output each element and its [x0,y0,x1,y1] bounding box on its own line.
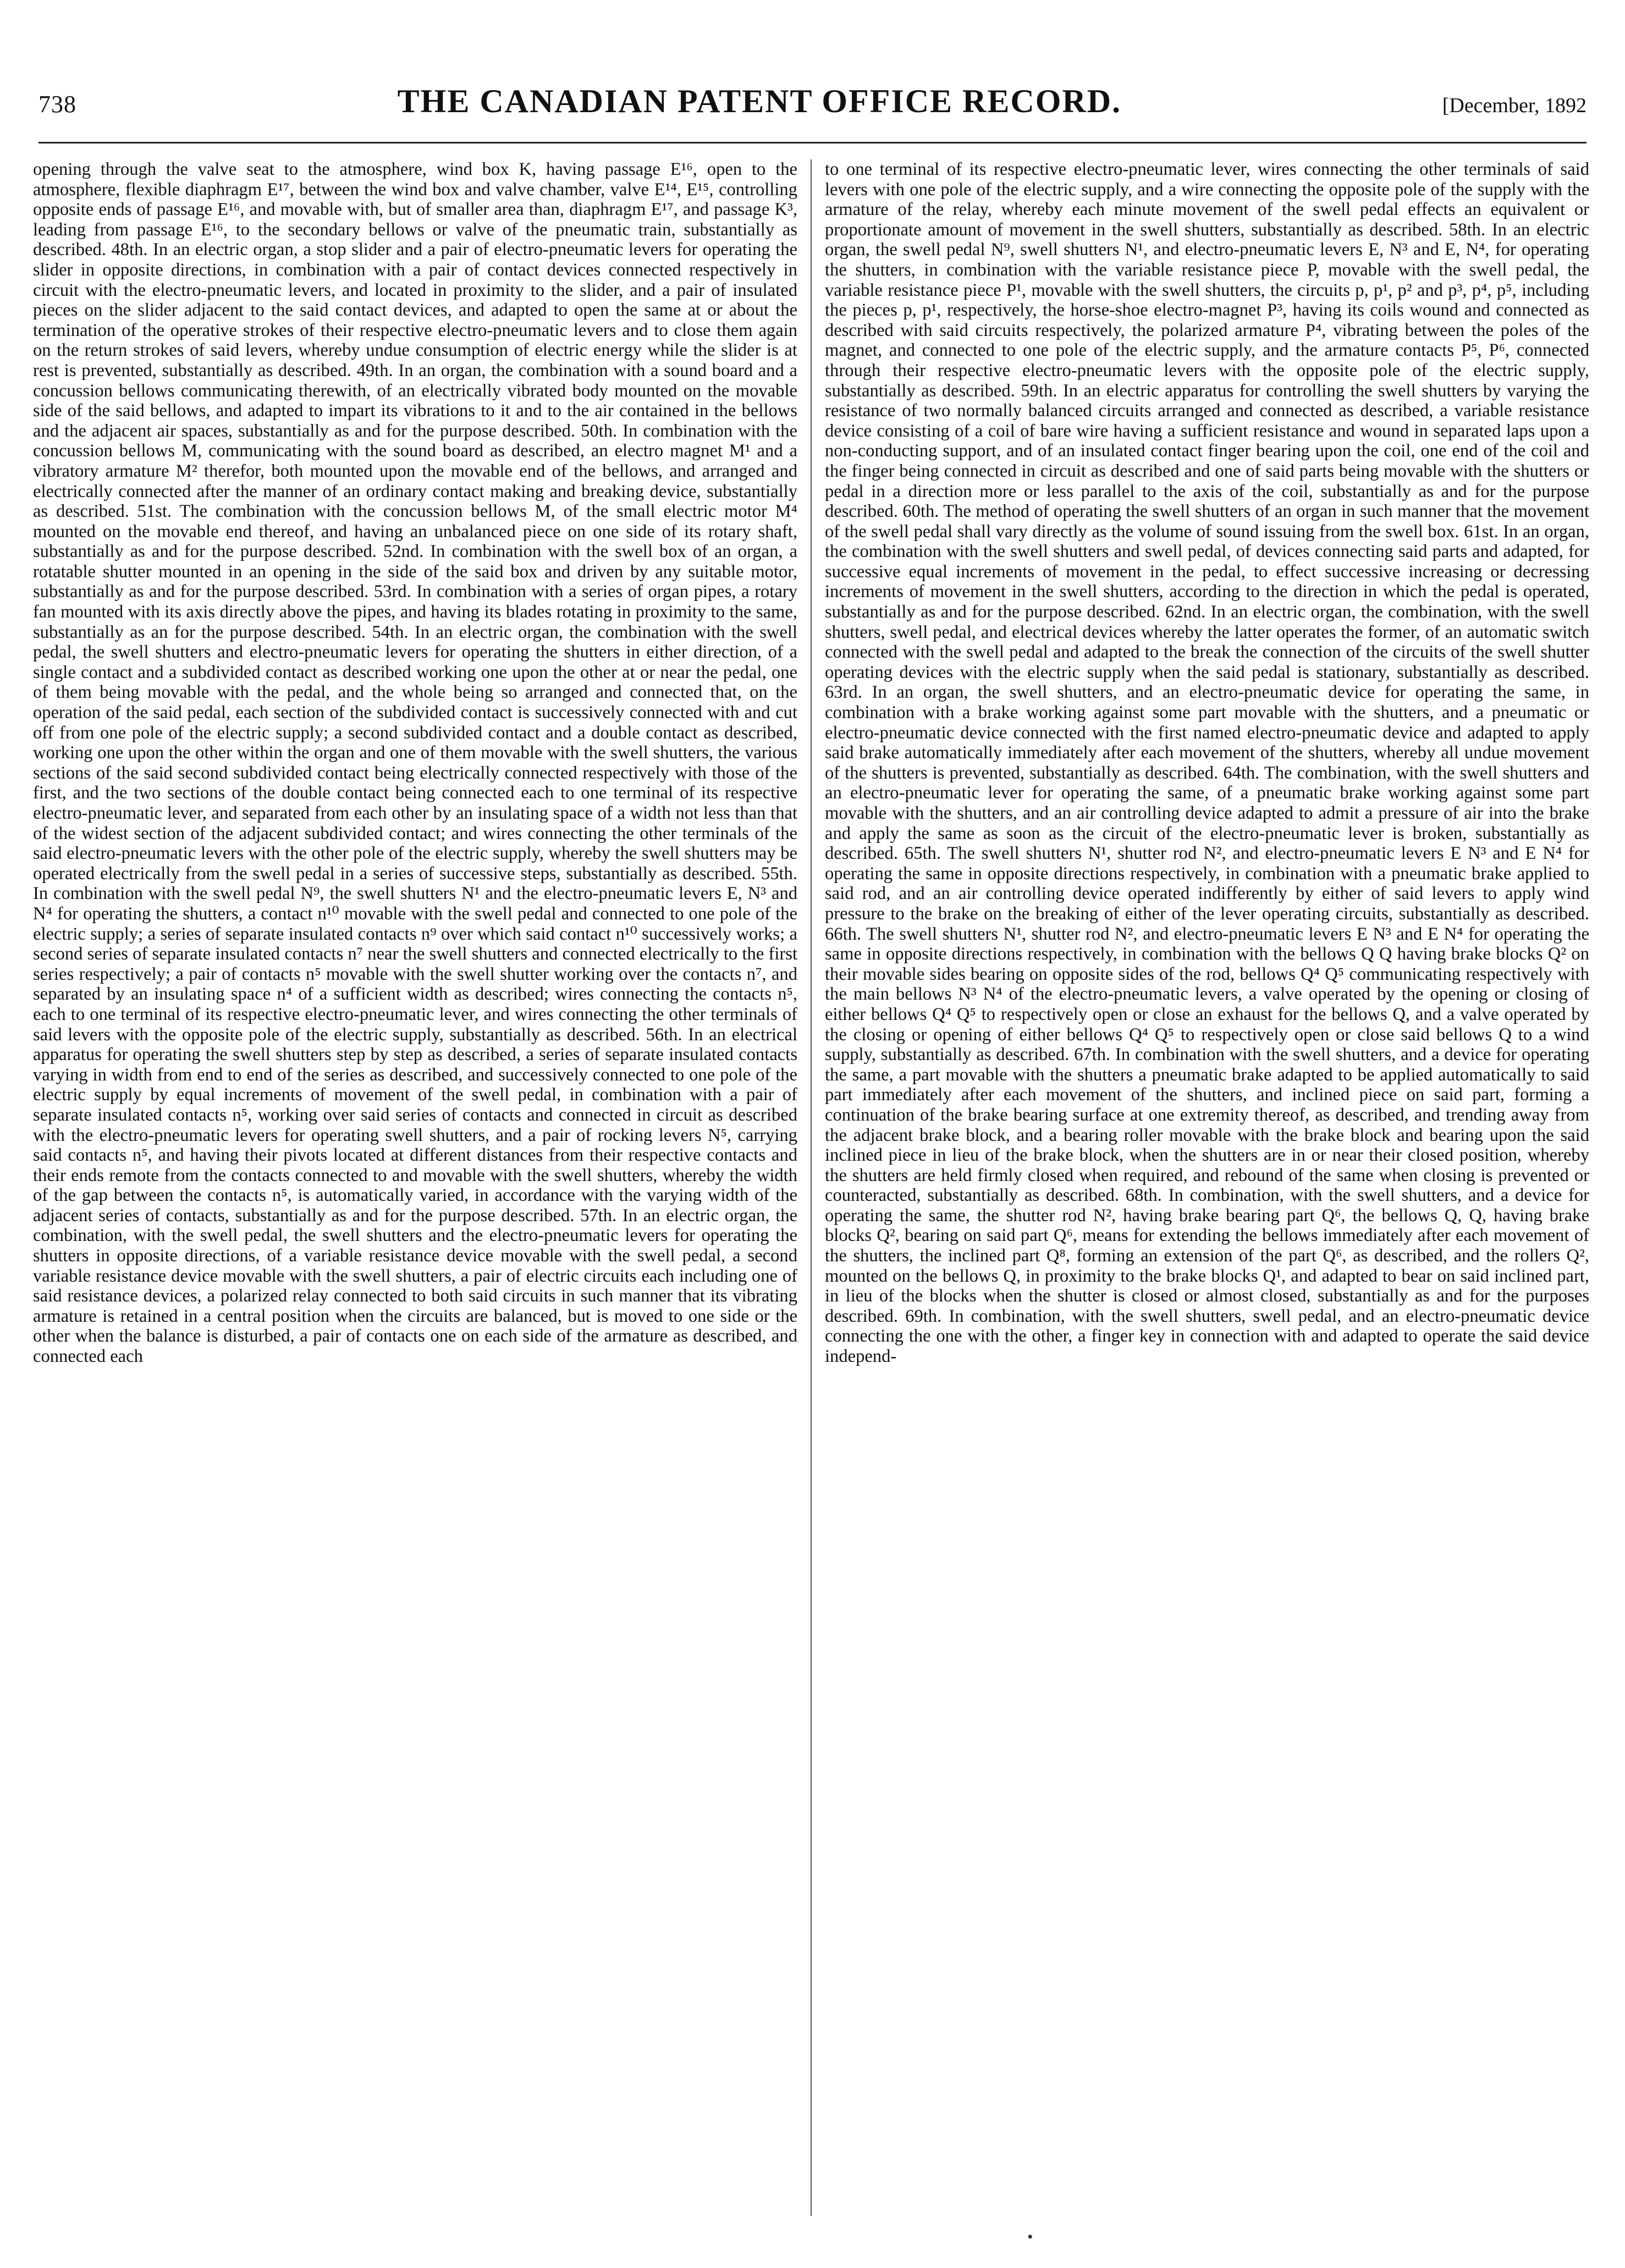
left-column-text: opening through the valve seat to the atmosphere, wind box K, having passage E¹⁶, open to the atmosphere, flexible diaphragm E¹⁷, between the wind box and valve chamber, valve E¹⁴, E¹⁵, controlling opposite ends of passage E¹⁶, and movable with, but of smaller area than, diaphragm E¹⁷, and passage K³, leading from passage E¹⁶, to the secondary bellows or valve of the pneumatic train, substantially as described. 48th. In an electric organ, a stop slider and a pair of electro-pneumatic levers for operating the slider in opposite directions, in combination with a pair of contact devices connected respectively in circuit with the electro-pneumatic levers, and located in proximity to the slider, and a pair of insulated pieces on the slider adjacent to the said contact devices, and adapted to open the same at or about the termination of the operative strokes of their respective electro-pneumatic levers and to close them again on the return strokes of said levers, whereby undue consumption of electric energy while the slider is at rest is prevented, substantially as described. 49th. In an organ, the combination with a sound board and a concussion bellows communicating therewith, of an electrically vibrated body mounted on the movable side of the said bellows, and adapted to impart its vibrations to it and to the air contained in the bellows and the adjacent air spaces, substantially as and for the purpose described. 50th. In combination with the concussion bellows M, communicating with the sound board as described, an electro magnet M¹ and a vibratory armature M² therefor, both mounted upon the movable end of the bellows, and arranged and electrically connected after the manner of an ordinary contact making and breaking device, substantially as described. 51st. The combination with the concussion bellows M, of the small electric motor M⁴ mounted on the movable end thereof, and having an unbalanced piece on one side of its rotary shaft, substantially as and for the purpose described. 52nd. In combination with the swell box of an organ, a rotatable shutter mounted in an opening in the side of the said box and driven by any suitable motor, substantially as and for the purpose described. 53rd. In combination with a series of organ pipes, a rotary fan mounted with its axis directly above the pipes, and having its blades rotating in proximity to the same, substantially as an for the purpose described. 54th. In an electric organ, the combination with the swell pedal, the swell shutters and electro-pneumatic levers for operating the shutters in either direction, of a single contact and a subdivided contact as described working one upon the other at or near the pedal, one of them being movable with the pedal, and the whole being so arranged and connected that, on the operation of the said pedal, each section of the subdivided contact is successively connected with and cut off from one pole of the electric supply; a second subdivided contact and a double contact as described, working one upon the other within the organ and one of them movable with the swell shutters, the various sections of the said second subdivided contact being electrically connected respectively with those of the first, and the two sections of the double contact being connected each to one terminal of its respective electro-pneumatic lever, and separated from each other by an insulating space of a width not less than that of the widest section of the adjacent subdivided contact; and wires connecting the other terminals of the said electro-pneumatic levers with the other pole of the electric supply, whereby the swell shutters may be operated electrically from the swell pedal in a series of successive steps, substantially as described. 55th. In combination with the swell pedal N⁹, the swell shutters N¹ and the electro-pneumatic levers E, N³ and N⁴ for operating the shutters, a contact n¹⁰ movable with the swell pedal and connected to one pole of the electric supply; a series of separate insulated contacts n⁹ over which said contact n¹⁰ successively works; a second series of separate insulated contacts n⁷ near the swell shutters and connected electrically to the first series respectively; a pair of contacts n⁵ movable with the swell shutter working over the contacts n⁷, and separated by an insulating space n⁴ of a sufficient width as described; wires connecting the contacts n⁵, each to one terminal of its respective electro-pneumatic lever, and wires connecting the other terminals of said levers with the opposite pole of the electric supply, substantially as described. 56th. In an electrical apparatus for operating the swell shutters step by step as described, a series of separate insulated contacts varying in width from end to end of the series as described, and successively connected to one pole of the electric supply by equal increments of movement of the swell pedal, in combination with a pair of separate insulated contacts n⁵, working over said series of contacts and connected in circuit as described with the electro-pneumatic levers for operating swell shutters, and a pair of rocking levers N⁵, carrying said contacts n⁵, and having their pivots located at different distances from their respective contacts and their ends remote from the contacts connected to and movable with the swell shutters, whereby the width of the gap between the contacts n⁵, is automatically varied, in accordance with the varying width of the adjacent series of contacts, substantially as and for the purpose described. 57th. In an electric organ, the combination, with the swell pedal, the swell shutters and the electro-pneumatic levers for operating the shutters in opposite directions, of a variable resistance device movable with the swell pedal, a second variable resistance device movable with the swell shutters, a pair of electric circuits each including one of said resistance devices, a polarized relay connected to both said circuits in such manner that its vibrating armature is retained in a central position when the circuits are balanced, but is moved to one side or the other when the balance is disturbed, a pair of contacts one on each side of the armature as described, and connected each [33,159,797,1367]
footer-mark: • [1027,2228,1033,2246]
header-rule [38,142,1587,144]
issue-date: [December, 1892 [1442,94,1587,117]
journal-title: THE CANADIAN PATENT OFFICE RECORD. [397,83,1122,119]
text-columns [33,159,1589,2216]
column-divider [811,159,812,2216]
page-number: 738 [38,91,76,118]
right-column-text: to one terminal of its respective electro-pneumatic lever, wires connecting the other terminals of said levers with one pole of the electric supply, and a wire connecting the opposite pole of the supply with the armature of the relay, whereby each minute movement of the swell pedal effects an equivalent or proportionate amount of movement in the swell shutters, substantially as described. 58th. In an electric organ, the swell pedal N⁹, swell shutters N¹, and electro-pneumatic levers E, N³ and E, N⁴, for operating the shutters, in combination with the variable resistance piece P, movable with the swell pedal, the variable resistance piece P¹, movable with the swell shutters, the circuits p, p¹, p² and p³, p⁴, p⁵, including the pieces p, p¹, respectively, the horse-shoe electro-magnet P³, having its coils wound and connected as described with said circuits respectively, the polarized armature P⁴, vibrating between the poles of the magnet, and connected to one pole of the electric supply, and the armature contacts P⁵, P⁶, connected through their respective electro-pneumatic levers with the opposite pole of the electric supply, substantially as described. 59th. In an electric apparatus for controlling the swell shutters by varying the resistance of two normally balanced circuits arranged and connected as described, a variable resistance device consisting of a coil of bare wire having a sufficient resistance and wound in separated laps upon a non-conducting support, and of an insulated contact finger bearing upon the coil, one end of the coil and the finger being connected in circuit as described and one of said parts being movable with the shutters or pedal in a direction more or less parallel to the axis of the coil, substantially as and for the purpose described. 60th. The method of operating the swell shutters of an organ in such manner that the movement of the swell pedal shall vary directly as the volume of sound issuing from the swell box. 61st. In an organ, the combination with the swell shutters and swell pedal, of devices connecting said parts and adapted, for successive equal increments of movement in the pedal, to effect successive increasing or decressing increments of movement in the swell shutters, according to the direction in which the pedal is operated, substantially as and for the purpose described. 62nd. In an electric organ, the combination, with the swell shutters, swell pedal, and electrical devices whereby the latter operates the former, of an automatic switch connected with the swell pedal and adapted to the break the connection of the circuits of the swell shutter operating devices with the electric supply when the said pedal is stationary, substantially as described. 63rd. In an organ, the swell shutters, and an electro-pneumatic device for operating the same, in combination with a brake working against some part movable with the shutters, and a pneumatic or electro-pneumatic device connected with the first named electro-pneumatic device and adapted to apply said brake automatically immediately after each movement of the shutters, whereby all undue movement of the shutters is prevented, substantially as described. 64th. The combination, with the swell shutters and an electro-pneumatic lever for operating the same, of a pneumatic brake working against some part movable with the shutters, and an air controlling device adapted to admit a pressure of air into the brake and apply the same as soon as the circuit of the electro-pneumatic lever is broken, substantially as described. 65th. The swell shutters N¹, shutter rod N², and electro-pneumatic levers E N³ and E N⁴ for operating the same in opposite directions respectively, in combination with a pneumatic brake applied to said rod, and an air controlling device operated indifferently by either of said levers to apply wind pressure to the brake on the breaking of either of the lever operating circuits, substantially as described. 66th. The swell shutters N¹, shutter rod N², and electro-pneumatic levers E N³ and E N⁴ for operating the same in opposite directions respectively, in combination with the bellows Q Q having brake blocks Q² on their movable sides bearing on opposite sides of the rod, bellows Q⁴ Q⁵ communicating respectively with the main bellows N³ N⁴ of the electro-pneumatic levers, a valve operated by the opening or closing of either bellows Q⁴ Q⁵ to respectively open or close an exhaust for the bellows Q, and a valve operated by the closing or opening of either bellows Q⁴ Q⁵ to respectively open or close said bellows Q to a wind supply, substantially as described. 67th. In combination with the swell shutters, and a device for operating the same, a part movable with the shutters a pneumatic brake adapted to be applied automatically to said part immediately after each movement of the shutters, and inclined piece on said part, forming a continuation of the brake bearing surface at one extremity thereof, as described, and trending away from the adjacent brake block, and a bearing roller movable with the brake block and bearing upon the said inclined piece in lieu of the brake block, when the shutters are in or near their closed position, whereby the shutters are held firmly closed when required, and rebound of the same when closing is prevented or counteracted, substantially as described. 68th. In combination, with the swell shutters, and a device for operating the same, the shutter rod N², having brake bearing part Q⁶, the bellows Q, Q, having brake blocks Q², bearing on said part Q⁶, means for extending the bellows immediately after each movement of the shutters, the inclined part Q⁸, forming an extension of the part Q⁶, as described, and the rollers Q², mounted on the bellows Q, in proximity to the brake blocks Q¹, and adapted to bear on said inclined part, in lieu of the blocks when the shutter is closed or almost closed, substantially as and for the purposes described. 69th. In combination, with the swell shutters, swell pedal, and an electro-pneumatic device connecting the one with the other, a finger key in connection with and adapted to operate the said device independ- [825,159,1589,1367]
running-head [38,82,1587,126]
